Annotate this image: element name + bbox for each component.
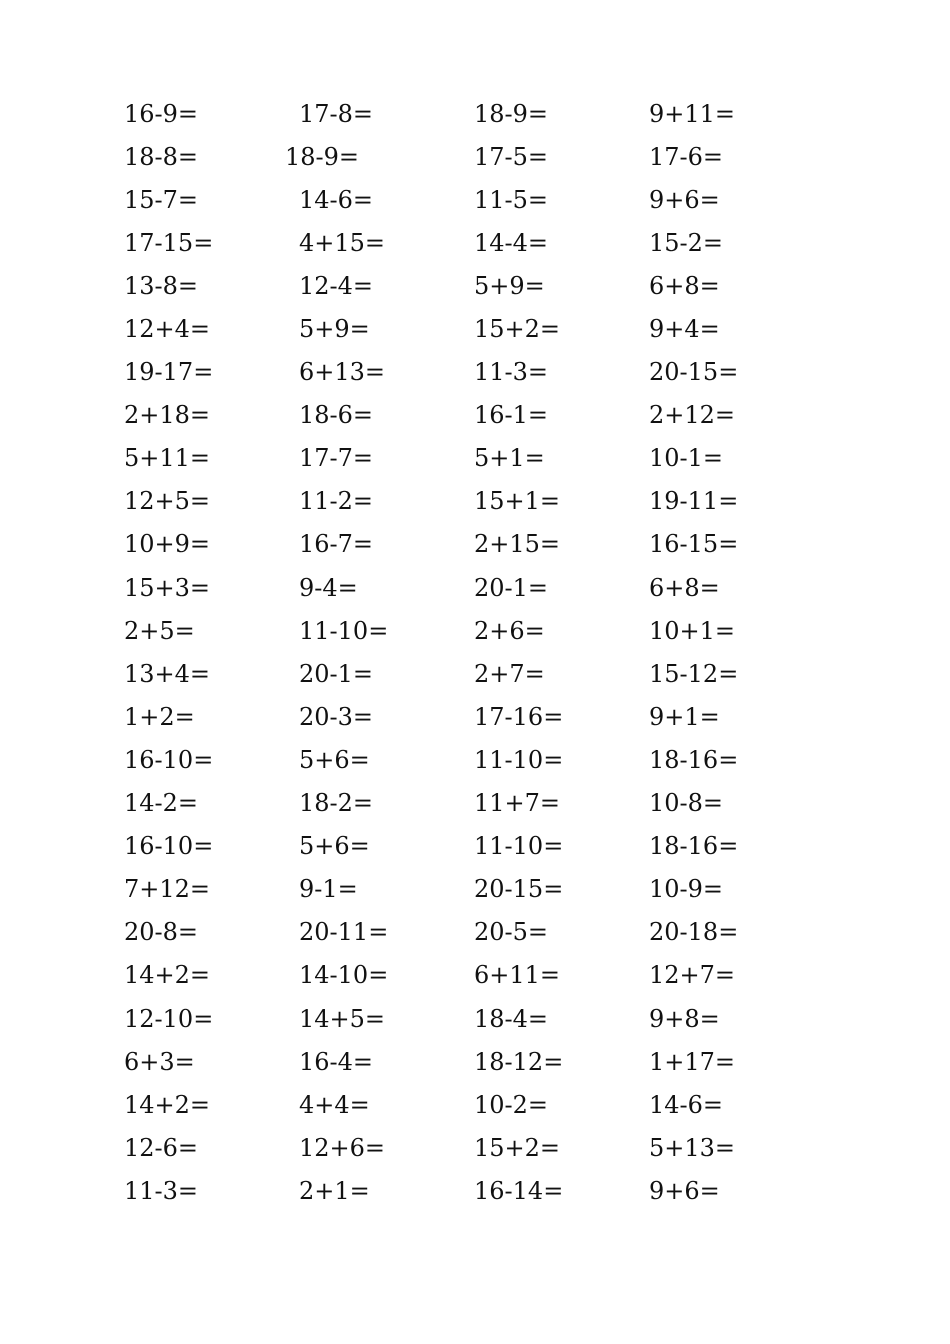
math-problem: 19-17= bbox=[124, 358, 214, 387]
math-problem: 11-10= bbox=[474, 832, 564, 861]
math-problem: 15+2= bbox=[474, 315, 561, 344]
math-problem: 4+4= bbox=[299, 1090, 370, 1119]
math-problem: 18-16= bbox=[649, 832, 739, 861]
math-problem: 16-14= bbox=[474, 1176, 564, 1205]
problem-row bbox=[124, 394, 824, 437]
math-problem: 20-18= bbox=[649, 918, 739, 947]
math-problem: 16-7= bbox=[299, 530, 374, 559]
math-problem: 18-9= bbox=[285, 142, 360, 171]
math-problem: 19-11= bbox=[649, 487, 739, 516]
math-problem: 2+12= bbox=[649, 401, 736, 430]
math-problem: 16-9= bbox=[124, 99, 199, 128]
problem-row bbox=[124, 178, 824, 221]
math-problem: 12-6= bbox=[124, 1133, 199, 1162]
problem-row bbox=[124, 782, 824, 825]
math-problem: 11-10= bbox=[474, 745, 564, 774]
math-problem: 20-15= bbox=[474, 875, 564, 904]
math-problem: 11-5= bbox=[474, 185, 549, 214]
math-problem: 11-3= bbox=[474, 358, 549, 387]
math-problem: 12+4= bbox=[124, 315, 211, 344]
math-problem: 20-3= bbox=[299, 702, 374, 731]
problem-row bbox=[124, 825, 824, 868]
math-problem: 2+15= bbox=[474, 530, 561, 559]
math-problem: 6+8= bbox=[649, 573, 720, 602]
math-problem: 17-8= bbox=[299, 99, 374, 128]
math-problem: 11-2= bbox=[299, 487, 374, 516]
math-problem: 16-4= bbox=[299, 1047, 374, 1076]
math-problem: 4+15= bbox=[299, 228, 386, 257]
math-problem: 5+11= bbox=[124, 444, 211, 473]
math-problem: 18-16= bbox=[649, 745, 739, 774]
math-problem: 9+11= bbox=[649, 99, 736, 128]
problem-row bbox=[124, 609, 824, 652]
math-problem: 5+9= bbox=[299, 315, 370, 344]
problem-row bbox=[124, 92, 824, 135]
math-problem: 6+3= bbox=[124, 1047, 195, 1076]
math-problem: 14-10= bbox=[299, 961, 389, 990]
math-problem: 9+8= bbox=[649, 1004, 720, 1033]
problem-row bbox=[124, 264, 824, 307]
math-problem: 13+4= bbox=[124, 659, 211, 688]
math-problem: 10-2= bbox=[474, 1090, 549, 1119]
problem-row bbox=[124, 738, 824, 781]
math-problem: 20-15= bbox=[649, 358, 739, 387]
math-problem: 18-2= bbox=[299, 789, 374, 818]
problem-row bbox=[124, 566, 824, 609]
math-problem: 10+1= bbox=[649, 616, 736, 645]
math-problem: 18-9= bbox=[474, 99, 549, 128]
problem-row bbox=[124, 480, 824, 523]
math-problem: 2+6= bbox=[474, 616, 545, 645]
math-problem: 16-15= bbox=[649, 530, 739, 559]
math-problem: 14-6= bbox=[299, 185, 374, 214]
problem-row bbox=[124, 911, 824, 954]
math-problem: 14+2= bbox=[124, 961, 211, 990]
math-problem: 18-4= bbox=[474, 1004, 549, 1033]
math-problem: 9+1= bbox=[649, 702, 720, 731]
math-problem: 15-7= bbox=[124, 185, 199, 214]
math-problem: 20-1= bbox=[474, 573, 549, 602]
problem-row bbox=[124, 135, 824, 178]
math-problem: 2+7= bbox=[474, 659, 545, 688]
math-problem: 9+6= bbox=[649, 1176, 720, 1205]
math-problem: 17-5= bbox=[474, 142, 549, 171]
math-problem: 5+6= bbox=[299, 832, 370, 861]
math-problem: 2+5= bbox=[124, 616, 195, 645]
math-problem: 17-6= bbox=[649, 142, 724, 171]
math-problem: 15+3= bbox=[124, 573, 211, 602]
problem-row bbox=[124, 1083, 824, 1126]
math-problem: 17-7= bbox=[299, 444, 374, 473]
problem-row bbox=[124, 351, 824, 394]
math-problem: 18-12= bbox=[474, 1047, 564, 1076]
math-problem: 1+2= bbox=[124, 702, 195, 731]
problem-row bbox=[124, 652, 824, 695]
math-problem: 10-9= bbox=[649, 875, 724, 904]
math-problem: 14-4= bbox=[474, 228, 549, 257]
math-problem: 7+12= bbox=[124, 875, 211, 904]
math-problem: 16-10= bbox=[124, 745, 214, 774]
math-problem: 18-8= bbox=[124, 142, 199, 171]
math-problem: 11-3= bbox=[124, 1176, 199, 1205]
math-problem: 10+9= bbox=[124, 530, 211, 559]
math-problem: 14+5= bbox=[299, 1004, 386, 1033]
math-problem: 13-8= bbox=[124, 271, 199, 300]
math-problem: 20-8= bbox=[124, 918, 199, 947]
problem-row bbox=[124, 997, 824, 1040]
math-problem: 2+18= bbox=[124, 401, 211, 430]
math-problem: 14-2= bbox=[124, 789, 199, 818]
math-problem: 17-15= bbox=[124, 228, 214, 257]
math-problem: 12-10= bbox=[124, 1004, 214, 1033]
math-problem: 17-16= bbox=[474, 702, 564, 731]
arithmetic-worksheet bbox=[124, 92, 824, 1212]
math-problem: 6+11= bbox=[474, 961, 561, 990]
problem-row bbox=[124, 437, 824, 480]
problem-row bbox=[124, 1126, 824, 1169]
math-problem: 20-1= bbox=[299, 659, 374, 688]
math-problem: 9-1= bbox=[299, 875, 358, 904]
math-problem: 5+13= bbox=[649, 1133, 736, 1162]
math-problem: 10-1= bbox=[649, 444, 724, 473]
problem-row bbox=[124, 307, 824, 350]
math-problem: 5+1= bbox=[474, 444, 545, 473]
math-problem: 2+1= bbox=[299, 1176, 370, 1205]
problem-row bbox=[124, 523, 824, 566]
math-problem: 5+9= bbox=[474, 271, 545, 300]
math-problem: 16-10= bbox=[124, 832, 214, 861]
math-problem: 5+6= bbox=[299, 745, 370, 774]
math-problem: 6+13= bbox=[299, 358, 386, 387]
math-problem: 15+2= bbox=[474, 1133, 561, 1162]
problem-row bbox=[124, 954, 824, 997]
math-problem: 15-2= bbox=[649, 228, 724, 257]
math-problem: 12+5= bbox=[124, 487, 211, 516]
math-problem: 18-6= bbox=[299, 401, 374, 430]
math-problem: 12+7= bbox=[649, 961, 736, 990]
math-problem: 16-1= bbox=[474, 401, 549, 430]
math-problem: 6+8= bbox=[649, 271, 720, 300]
math-problem: 20-11= bbox=[299, 918, 389, 947]
math-problem: 14-6= bbox=[649, 1090, 724, 1119]
math-problem: 9+6= bbox=[649, 185, 720, 214]
math-problem: 15+1= bbox=[474, 487, 561, 516]
problem-row bbox=[124, 695, 824, 738]
math-problem: 11+7= bbox=[474, 789, 561, 818]
math-problem: 20-5= bbox=[474, 918, 549, 947]
math-problem: 10-8= bbox=[649, 789, 724, 818]
math-problem: 9+4= bbox=[649, 315, 720, 344]
problem-row bbox=[124, 868, 824, 911]
math-problem: 14+2= bbox=[124, 1090, 211, 1119]
problem-row bbox=[124, 1040, 824, 1083]
math-problem: 1+17= bbox=[649, 1047, 736, 1076]
problem-row bbox=[124, 1169, 824, 1212]
math-problem: 15-12= bbox=[649, 659, 739, 688]
math-problem: 11-10= bbox=[299, 616, 389, 645]
math-problem: 12-4= bbox=[299, 271, 374, 300]
math-problem: 9-4= bbox=[299, 573, 358, 602]
math-problem: 12+6= bbox=[299, 1133, 386, 1162]
problem-row bbox=[124, 221, 824, 264]
